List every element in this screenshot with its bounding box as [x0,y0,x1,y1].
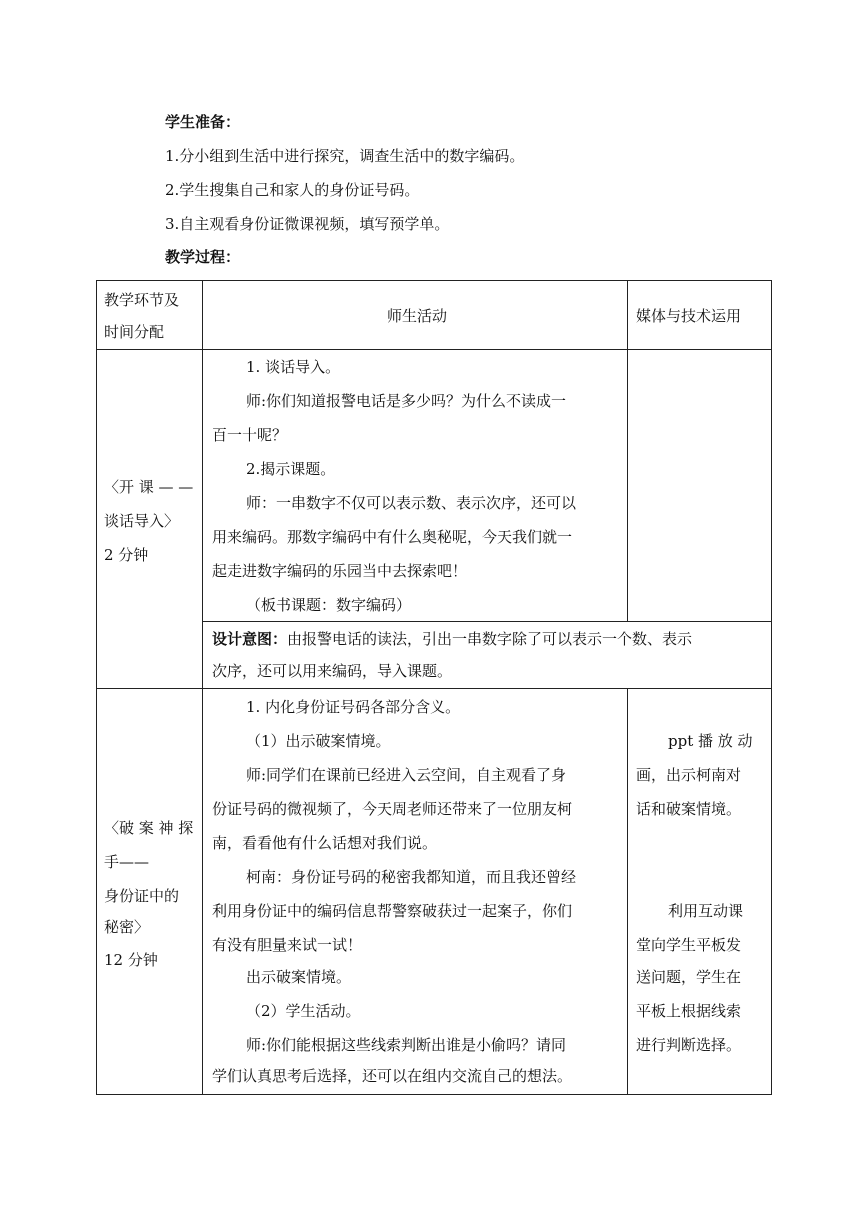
media-line: 进行判断选择。 [636,1036,742,1054]
media-line: 利用互动课 [668,902,744,920]
header-media: 媒体与技术运用 [636,307,742,325]
activity-line: 份证号码的微视频了，今天周老师还带来了一位朋友柯 [212,800,573,818]
prep-item: 1.分小组到生活中进行探究，调查生活中的数字编码。 [165,147,525,165]
design-intent-label: 设计意图： [212,630,288,648]
stage-1-line: 谈话导入〉 [104,512,180,530]
activity-line: 师:你们知道报警电话是多少吗？为什么不读成一 [246,392,567,410]
activity-line: 师:同学们在课前已经进入云空间，自主观看了身 [246,766,567,784]
header-stage-line2: 时间分配 [104,323,165,341]
activity-line: 利用身份证中的编码信息帮警察破获过一起案子，你们 [212,902,573,920]
design-intent [212,629,692,649]
media-line: 画，出示柯南对 [636,766,742,784]
activity-line: 有没有胆量来试一试！ [212,936,363,954]
process-heading: 教学过程： [165,248,241,266]
media-line: 堂向学生平板发 [636,936,742,954]
header-stage-line1: 教学环节及 [104,291,180,309]
stage-2-line: 身份证中的 [104,887,180,905]
stage-1-line: 2 分钟 [104,546,149,564]
activity-line: 南，看看他有什么话想对我们说。 [212,834,438,852]
activity-line: 2.揭示课题。 [246,460,336,478]
activity-line: （1）出示破案情境。 [246,732,391,750]
media-line: 话和破案情境。 [636,800,742,818]
activity-line: 出示破案情境。 [246,968,352,986]
activity-line: 柯南：身份证号码的秘密我都知道，而且我还曾经 [246,868,577,886]
stage-2-line: 〈破 案 神 探 [104,819,194,837]
header-activity: 师生活动 [387,307,448,325]
activity-line: 用来编码。那数字编码中有什么奥秘呢，今天我们就一 [212,528,573,546]
stage-2-line: 手—— [104,853,150,871]
prep-item: 2.学生搜集自己和家人的身份证号码。 [165,181,420,199]
prep-item: 3.自主观看身份证微课视频，填写预学单。 [165,215,450,233]
design-intent-text: 次序，还可以用来编码，导入课题。 [212,662,453,680]
stage-2-line: 秘密〉 [104,918,150,936]
media-line: ppt 播 放 动 [668,732,753,750]
stage-2-line: 12 分钟 [104,951,158,969]
activity-line: 起走进数字编码的乐园当中去探索吧！ [212,562,468,580]
activity-line: （板书课题：数字编码） [246,596,412,614]
prep-heading: 学生准备： [165,113,241,131]
activity-line: 百一十呢？ [212,426,288,444]
activity-line: 师:你们能根据这些线索判断出谁是小偷吗？请同 [246,1036,567,1054]
activity-line: 1. 谈话导入。 [246,358,341,376]
media-line: 送问题，学生在 [636,968,742,986]
activity-line: 师：一串数字不仅可以表示数、表示次序，还可以 [246,494,577,512]
activity-line: （2）学生活动。 [246,1002,361,1020]
design-intent-text: 由报警电话的读法，引出一串数字除了可以表示一个数、表示 [287,630,693,648]
stage-1-line: 〈开 课 — — [104,478,194,496]
activity-line: 学们认真思考后选择，还可以在组内交流自己的想法。 [212,1067,573,1085]
activity-line: 1. 内化身份证号码各部分含义。 [246,698,461,716]
media-line: 平板上根据线索 [636,1002,742,1020]
